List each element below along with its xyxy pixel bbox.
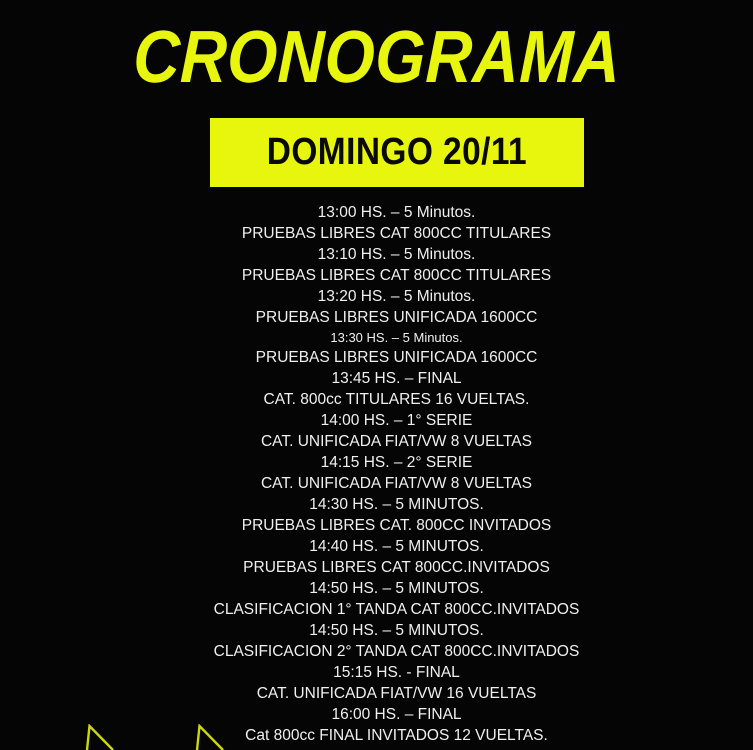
schedule-line: CLASIFICACION 1° TANDA CAT 800CC.INVITADOS bbox=[213, 601, 580, 618]
schedule-line: 13:45 HS. – FINAL bbox=[331, 370, 462, 387]
schedule-line: PRUEBAS LIBRES CAT. 800CC INVITADOS bbox=[241, 517, 552, 534]
decor-arrows bbox=[0, 724, 260, 750]
schedule-line: 13:30 HS. – 5 Minutos. bbox=[330, 330, 463, 345]
schedule-line: CLASIFICACION 2° TANDA CAT 800CC.INVITADOS bbox=[213, 643, 580, 660]
schedule-line: PRUEBAS LIBRES CAT 800CC.INVITADOS bbox=[243, 559, 550, 576]
schedule-line: 14:50 HS. – 5 MINUTOS. bbox=[309, 622, 484, 639]
schedule-line: 14:40 HS. – 5 MINUTOS. bbox=[309, 538, 484, 555]
schedule-line: PRUEBAS LIBRES CAT 800CC TITULARES bbox=[241, 267, 552, 284]
schedule-line: 16:00 HS. – FINAL bbox=[331, 706, 462, 723]
page-title bbox=[0, 15, 753, 98]
schedule-line: PRUEBAS LIBRES UNIFICADA 1600CC bbox=[255, 309, 538, 326]
schedule-line: 13:00 HS. – 5 Minutos. bbox=[317, 204, 476, 221]
schedule-line: 14:00 HS. – 1° SERIE bbox=[320, 412, 473, 429]
speed-arrow-icon bbox=[87, 726, 113, 750]
schedule-line: CAT. 800cc TITULARES 16 VUELTAS. bbox=[263, 391, 530, 408]
schedule-line: 14:50 HS. – 5 MINUTOS. bbox=[309, 580, 484, 597]
page-title-text: CRONOGRAMA bbox=[131, 15, 622, 98]
schedule-line: PRUEBAS LIBRES UNIFICADA 1600CC bbox=[255, 349, 538, 366]
schedule-list bbox=[40, 202, 753, 746]
schedule-line: Cat 800cc FINAL INVITADOS 12 VUELTAS. bbox=[245, 727, 548, 744]
schedule-line: 13:20 HS. – 5 Minutos. bbox=[317, 288, 476, 305]
date-banner bbox=[210, 118, 584, 187]
date-banner-text: DOMINGO 20/11 bbox=[266, 131, 528, 173]
schedule-line: CAT. UNIFICADA FIAT/VW 8 VUELTAS bbox=[260, 433, 532, 450]
schedule-line: PRUEBAS LIBRES CAT 800CC TITULARES bbox=[241, 225, 552, 242]
schedule-line: CAT. UNIFICADA FIAT/VW 16 VUELTAS bbox=[256, 685, 537, 702]
speed-arrow-icon bbox=[197, 726, 223, 750]
schedule-line: 14:30 HS. – 5 MINUTOS. bbox=[309, 496, 484, 513]
schedule-line: 15:15 HS. - FINAL bbox=[333, 664, 460, 681]
schedule-line: 14:15 HS. – 2° SERIE bbox=[320, 454, 473, 471]
schedule-line: CAT. UNIFICADA FIAT/VW 8 VUELTAS bbox=[260, 475, 532, 492]
schedule-line: 13:10 HS. – 5 Minutos. bbox=[317, 246, 476, 263]
